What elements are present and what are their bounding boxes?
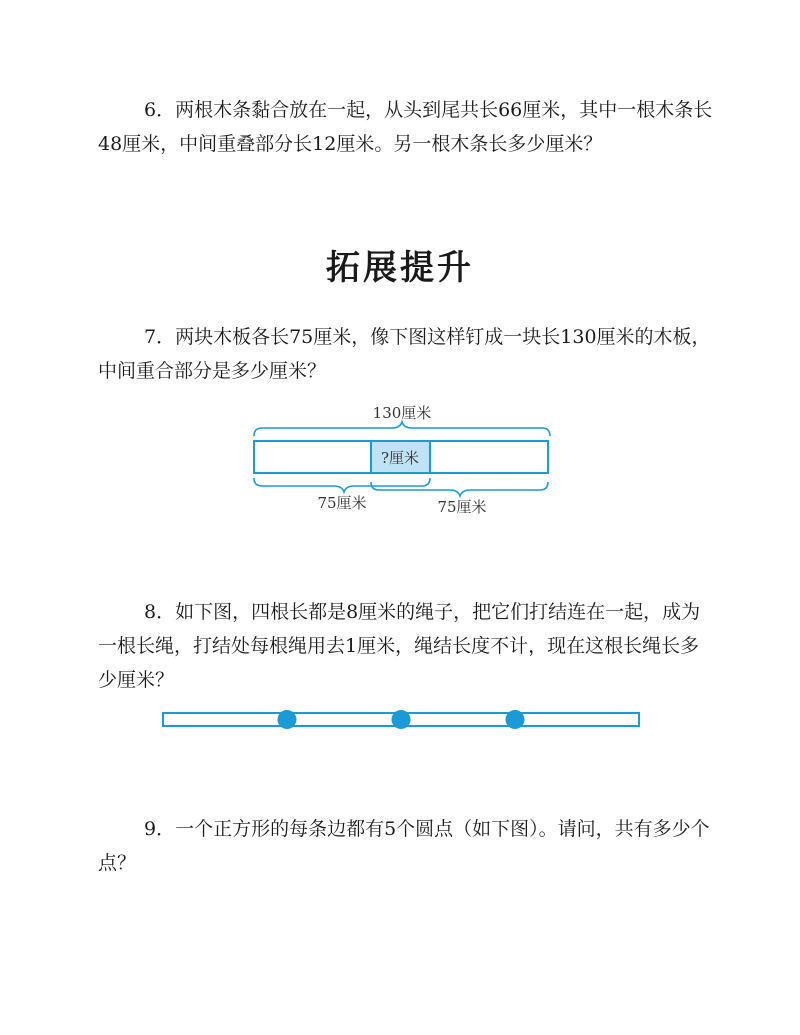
question-7-text: 7．两块木板各长75厘米，像下图这样钉成一块长130厘米的木板，中间重合部分是多少厘米？: [98, 326, 711, 382]
right-board-brace: [371, 482, 548, 496]
question-8-text: 8．如下图，四根长都是8厘米的绳子，把它们打结连在一起，成为一根长绳，打结处每根绳用去1厘米，绳结长度不计，现在这根长绳长多少厘米？: [98, 601, 701, 691]
question-6-text: 6．两根木条黏合放在一起，从头到尾共长66厘米，其中一根木条长48厘米，中间重叠部分长12厘米。另一根木条长多少厘米？: [98, 99, 713, 155]
question-9-text: 9．一个正方形的每条边都有5个圆点（如下图）。请问，共有多少个点？: [98, 818, 710, 874]
knot-2: [392, 710, 411, 729]
knot-3: [506, 710, 525, 729]
left-board-label: 75厘米: [317, 494, 367, 512]
overlap-label: ?厘米: [380, 449, 420, 467]
rope-diagram: [160, 706, 642, 736]
right-board-label: 75厘米: [437, 498, 487, 516]
board-overlap-diagram: [250, 398, 555, 518]
total-length-label: 130厘米: [372, 404, 432, 422]
section-title: 拓展提升: [326, 248, 474, 288]
total-length-brace: [254, 422, 550, 436]
knot-1: [278, 710, 297, 729]
